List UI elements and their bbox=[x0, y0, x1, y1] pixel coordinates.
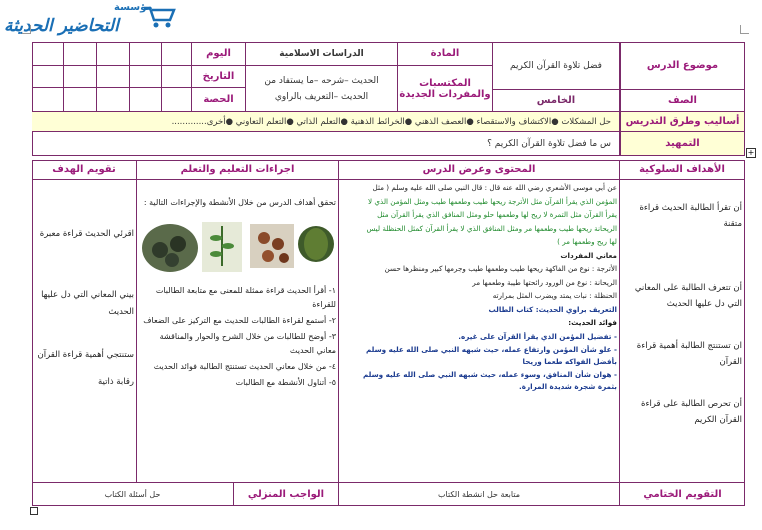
vocab-text: الأترجة : نوع من الفاكهة ريحها طيب وطعمها طيب وجرمها كبير ومنظرها حسن bbox=[384, 264, 617, 273]
evaluation-item: ستنتجي أهمية قراءة القرآن bbox=[37, 350, 134, 360]
header-procedures: اجراءات التعليم والتعلم bbox=[137, 160, 339, 180]
hadith-line: عن أبي موسى الأشعري رضي الله عنه قال : قال النبي صلى الله عليه وسلم ( مثل bbox=[372, 183, 617, 192]
homework-value: حل أسئلة الكتاب bbox=[104, 490, 161, 499]
class-value: الخامس bbox=[493, 90, 620, 112]
period-cell bbox=[162, 88, 192, 112]
period-cell bbox=[32, 88, 64, 112]
class-label: الصف bbox=[620, 90, 745, 112]
objective-item: أن تتعرف الطالبة على المعاني التي دل عليها الحديث bbox=[634, 283, 742, 309]
procedure-step: ٥- أتناول الأنشطة مع الطالبات bbox=[235, 378, 336, 387]
period-label: الحصة bbox=[192, 88, 246, 112]
methods-label: أساليب وطرق التدريس bbox=[620, 112, 745, 132]
day-cell bbox=[162, 42, 192, 66]
procedure-step: ١- أقرأ الحديث قراءة ممثلة للمعنى مع متابعة الطالبات للقراءة bbox=[155, 286, 336, 309]
date-cell bbox=[130, 66, 162, 88]
fruit-illustration bbox=[140, 214, 336, 280]
col-divider bbox=[136, 180, 137, 482]
day-cell bbox=[32, 42, 64, 66]
benefits-title: فوائد الحديث: bbox=[568, 318, 617, 327]
narrator-line: التعريف براوي الحديث: كتاب الطالب bbox=[488, 304, 617, 314]
col-divider bbox=[233, 483, 234, 506]
prior-value-line2: الحديث –التعريف بالراوي bbox=[274, 91, 369, 102]
period-cell bbox=[130, 88, 162, 112]
logo-sub: مؤسسة bbox=[114, 2, 153, 13]
procedures-column bbox=[140, 196, 336, 480]
procedure-step: ٤- من خلال معاني الحديث تستنتج الطالبة فوائد الحديث bbox=[153, 362, 336, 371]
cart-icon bbox=[142, 4, 176, 30]
vocab-text: الريحانة : نوع من الورود رائحتها طيبة وطعمها مر bbox=[472, 277, 617, 287]
page-corner-mark bbox=[22, 25, 31, 34]
procedure-step: ٣- أوضح للطالبات من خلال الشرح والحوار والمناقشة معاني الحديث bbox=[159, 332, 336, 355]
hadith-line: يقرأ القرآن مثل التمرة لا ريح لها وطعمها حلو ومثل المنافق الذي يقرأ القرآن مثل bbox=[377, 210, 617, 219]
homework-label: الواجب المنزلي bbox=[247, 489, 325, 500]
hadith-line: الريحانة ريحها طيب وطعمها مر ومثل المنافق الذي لا يقرأ القرآن كمثل الحنظلة ليس bbox=[366, 223, 617, 233]
vocab-text: الحنظلة : نبات يمتد ويضرب المثل بمرارته bbox=[492, 291, 617, 300]
benefit-item: - هوان شأن المنافق، وسوء عمله، حيث شبهه النبي صلى الله عليه وسلم بثمرة شجرة شديدة المرارة. bbox=[363, 370, 617, 391]
date-label: التاريخ bbox=[192, 66, 246, 88]
period-cell bbox=[97, 88, 130, 112]
objectives-column bbox=[624, 186, 742, 480]
day-cell bbox=[64, 42, 97, 66]
logo-main: التحاضير الحديثة bbox=[4, 16, 119, 36]
final-eval-value: متابعة حل انشطة الكتاب bbox=[437, 490, 521, 499]
date-cell bbox=[32, 66, 64, 88]
hadith-line: لها ريح وطعمها مر ) bbox=[557, 237, 617, 246]
prior-value bbox=[246, 66, 398, 112]
fruit-images bbox=[140, 214, 336, 280]
vocab-title: معاني المفردات bbox=[560, 250, 617, 260]
subject-label: موضوع الدرس bbox=[620, 42, 745, 90]
day-label: اليوم bbox=[192, 42, 246, 66]
table-move-handle[interactable]: + bbox=[747, 148, 755, 157]
procedures-intro: تحقق أهداف الدرس من خلال الأنشطة والإجراءات التالية : bbox=[143, 198, 336, 207]
intro-label: التمهيد bbox=[620, 132, 745, 156]
col-divider bbox=[338, 180, 339, 482]
content-column bbox=[342, 182, 617, 480]
table-resize-handle[interactable] bbox=[30, 507, 38, 515]
header-evaluation: تقويم الهدف bbox=[32, 160, 137, 180]
col-divider bbox=[619, 483, 620, 506]
vocab-line bbox=[342, 290, 617, 302]
header-content: المحتوى وعرض الدرس bbox=[339, 160, 620, 180]
date-cell bbox=[162, 66, 192, 88]
final-eval-label: التقويم الختامي bbox=[643, 489, 722, 500]
hadith-line: المؤمن الذي يقرأ القرآن مثل الأترجة ريحها طيب وطعمها طيب ومثل المؤمن الذي لا bbox=[368, 196, 617, 206]
evaluation-item: رقابة ذاتية bbox=[97, 377, 134, 387]
period-cell bbox=[64, 88, 97, 112]
col-divider bbox=[338, 483, 339, 506]
subject-value: فضل تلاوة القرآن الكريم bbox=[493, 42, 620, 90]
objective-item: أن تحرص الطالبة على قراءة القرآن الكريم bbox=[641, 399, 742, 425]
day-cell bbox=[130, 42, 162, 66]
prior-label bbox=[398, 66, 493, 112]
objective-item: ان تستنتج الطالبة أهمية قراءة القرآن bbox=[636, 341, 742, 367]
material-label: المادة bbox=[398, 42, 493, 66]
prior-value-line1: الحديث –شرحه –ما يستفاد من bbox=[264, 75, 379, 86]
intro-value: س ما فضل تلاوة القرآن الكريم ؟ bbox=[32, 132, 620, 156]
material-value: الدراسات الاسلامية bbox=[246, 42, 398, 66]
day-cell bbox=[97, 42, 130, 66]
header-objectives: الأهداف السلوكية bbox=[620, 160, 745, 180]
logo bbox=[2, 2, 182, 40]
benefit-item: - علو شأن المؤمن وارتفاع عمله، حيث شبهه النبي صلى الله عليه وسلم بأفضل الفواكه طعما وريحا bbox=[366, 345, 617, 366]
date-cell bbox=[97, 66, 130, 88]
evaluation-item: اقرئي الحديث قراءة معبرة bbox=[39, 229, 134, 239]
vocab-line bbox=[342, 277, 617, 289]
prior-label-text: المكتسبات والمفردات الجديدة bbox=[399, 77, 491, 100]
benefit-item: - تفضيل المؤمن الذي يقرأ القرآن على غيره. bbox=[458, 331, 617, 341]
col-divider bbox=[619, 180, 620, 482]
evaluation-column bbox=[34, 186, 134, 480]
procedure-step: ٢- أستمع لقراءة الطالبات للحديث مع التركيز على الضعاف bbox=[143, 316, 336, 325]
vocab-line bbox=[342, 263, 617, 275]
methods-value: حل المشكلات ●الاكتشاف والاستقصاء ●العصف الذهني ●الخرائط الذهنية ●التعلم الذاتي ●التعلم التعاوني ●أخرى............. bbox=[32, 112, 620, 132]
evaluation-item: بيني المعاني التي دل عليها الحديث bbox=[41, 290, 134, 317]
date-cell bbox=[64, 66, 97, 88]
page-corner-mark bbox=[740, 25, 749, 34]
objective-item: أن تقرأ الطالبة الحديث قراءة متقنة bbox=[639, 203, 742, 229]
